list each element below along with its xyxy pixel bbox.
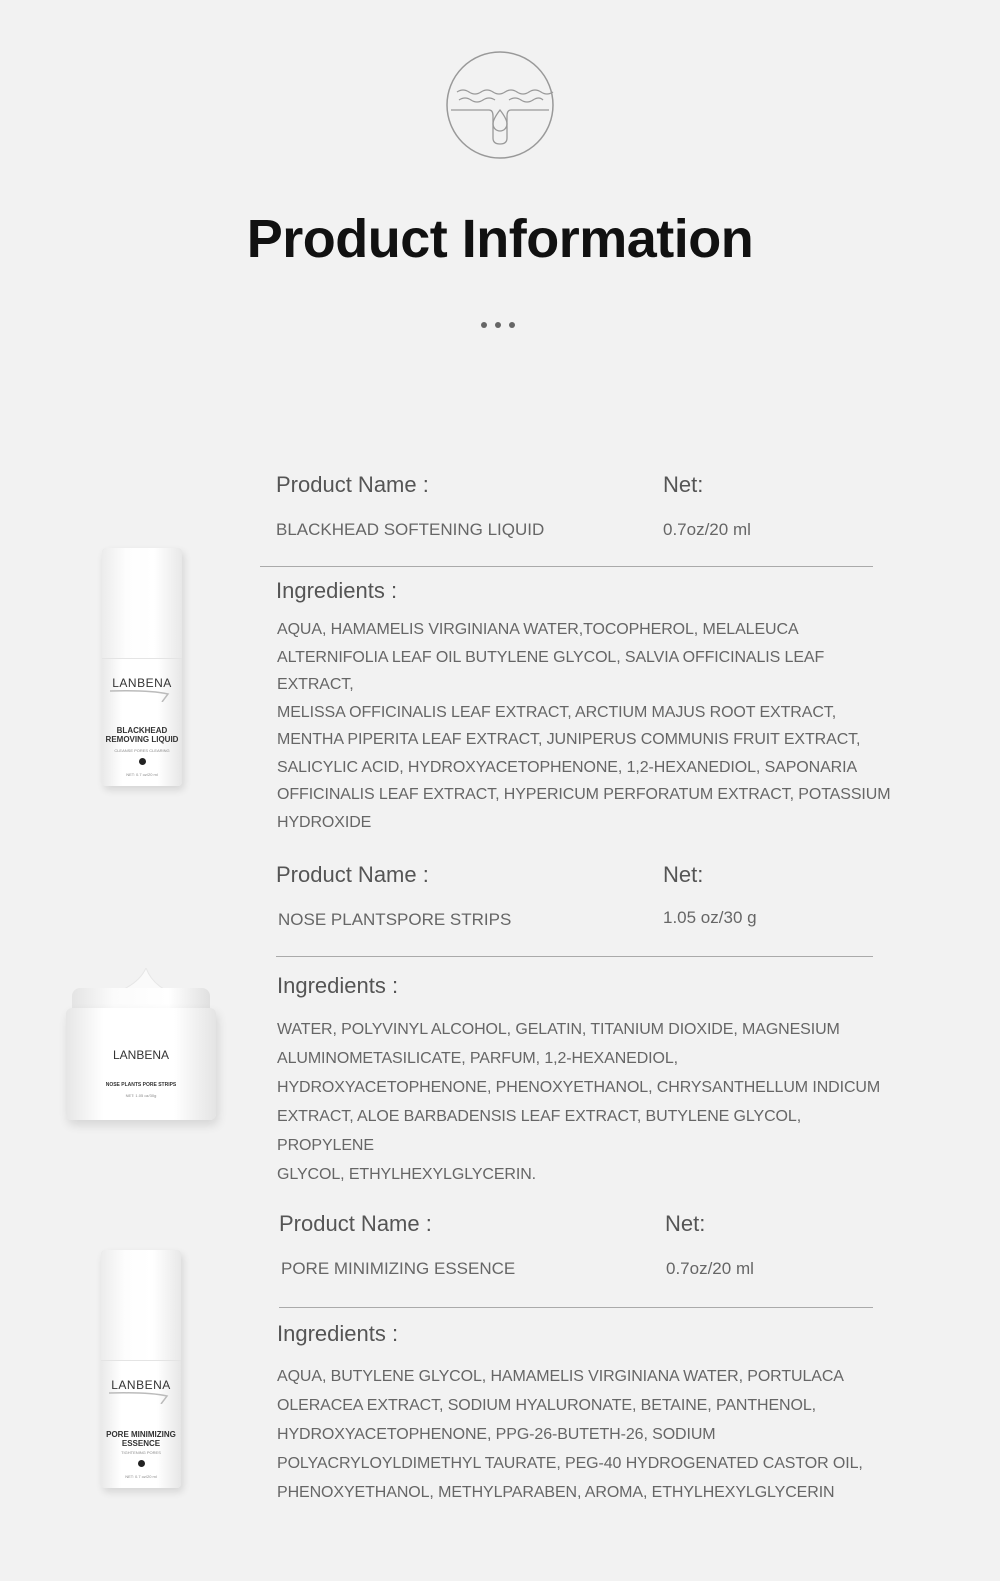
product-image-pore-essence: LANBENA PORE MINIMIZING ESSENCE TIGHTENING PORES NET: 0.7 oz/20 ml	[101, 1250, 181, 1488]
net-label: Net:	[665, 1211, 706, 1236]
net-label: Net:	[663, 862, 704, 887]
ellipsis-icon	[481, 322, 521, 330]
page-title: Product Information	[246, 209, 754, 269]
net-label: Net:	[663, 472, 704, 497]
ingredients-text: AQUA, BUTYLENE GLYCOL, HAMAMELIS VIRGINIANA WATER, PORTULACA OLERACEA EXTRACT, SODIUM HYALURONATE, BETAINE, PANTHENOL, HYDROXYACETOPHENONE, PPG-26-BUTETH-26, SODIUM POLYACRYLOYLDIMETHYL TAURATE, PEG-40 HYDROGENATED CASTOR OIL, PHENOXYETHANOL, METHYLPARABEN, AROMA, ETHYLHEXYLGLYCERIN	[277, 1368, 863, 1501]
ingredients-text: WATER, POLYVINYL ALCOHOL, GELATIN, TITANIUM DIOXIDE, MAGNESIUM ALUMINOMETASILICATE, PARFUM, 1,2-HEXANEDIOL, HYDROXYACETOPHENONE, PHENOXYETHANOL, CHRYSANTHELLUM INDICUM EXTRACT, ALOE BARBADENSIS LEAF EXTRACT, BUTYLENE GLYCOL, PROPYLENE GLYCOL, ETHYLHEXYLGLYCERIN.	[277, 1021, 881, 1183]
ingredients-label: Ingredients :	[276, 578, 398, 603]
ingredients-label: Ingredients :	[277, 973, 399, 998]
net-value: 0.7oz/20 ml	[666, 1259, 754, 1278]
product-name-label: Product Name :	[276, 472, 429, 497]
product-name-value: BLACKHEAD SOFTENING LIQUID	[276, 520, 545, 539]
product-image-nose-strips: LANBENA NOSE PLANTS PORE STRIPS NET: 1.05 oz/30g	[66, 968, 216, 1123]
ingredients-label: Ingredients :	[277, 1321, 399, 1346]
net-value: 0.7oz/20 ml	[663, 520, 751, 539]
pore-droplet-icon	[445, 50, 555, 160]
divider	[279, 1307, 873, 1308]
product-name-value: PORE MINIMIZING ESSENCE	[281, 1259, 516, 1278]
product-name-label: Product Name :	[276, 862, 429, 887]
product-name-value: NOSE PLANTSPORE STRIPS	[278, 910, 512, 929]
product-image-blackhead-liquid: LANBENA BLACKHEAD REMOVING LIQUID CLEANSE PORES CLEARING NET: 0.7 oz/20 ml	[102, 548, 182, 786]
divider	[260, 566, 873, 567]
divider	[276, 956, 873, 957]
net-value: 1.05 oz/30 g	[663, 908, 757, 927]
ingredients-text: AQUA, HAMAMELIS VIRGINIANA WATER,TOCOPHEROL, MELALEUCA ALTERNIFOLIA LEAF OIL BUTYLENE GLYCOL, SALVIA OFFICINALIS LEAF EXTRACT, MELISSA OFFICINALIS LEAF EXTRACT, ARCTIUM MAJUS ROOT EXTRACT, MENTHA PIPERITA LEAF EXTRACT, JUNIPERUS COMMUNIS FRUIT EXTRACT, SALICYLIC ACID, HYDROXYACETOPHENONE, 1,2-HEXANEDIOL, SAPONARIA OFFICINALIS LEAF EXTRACT, HYPERICUM PERFORATUM EXTRACT, POTASSIUM HYDROXIDE	[277, 621, 891, 831]
product-name-label: Product Name :	[279, 1211, 432, 1236]
